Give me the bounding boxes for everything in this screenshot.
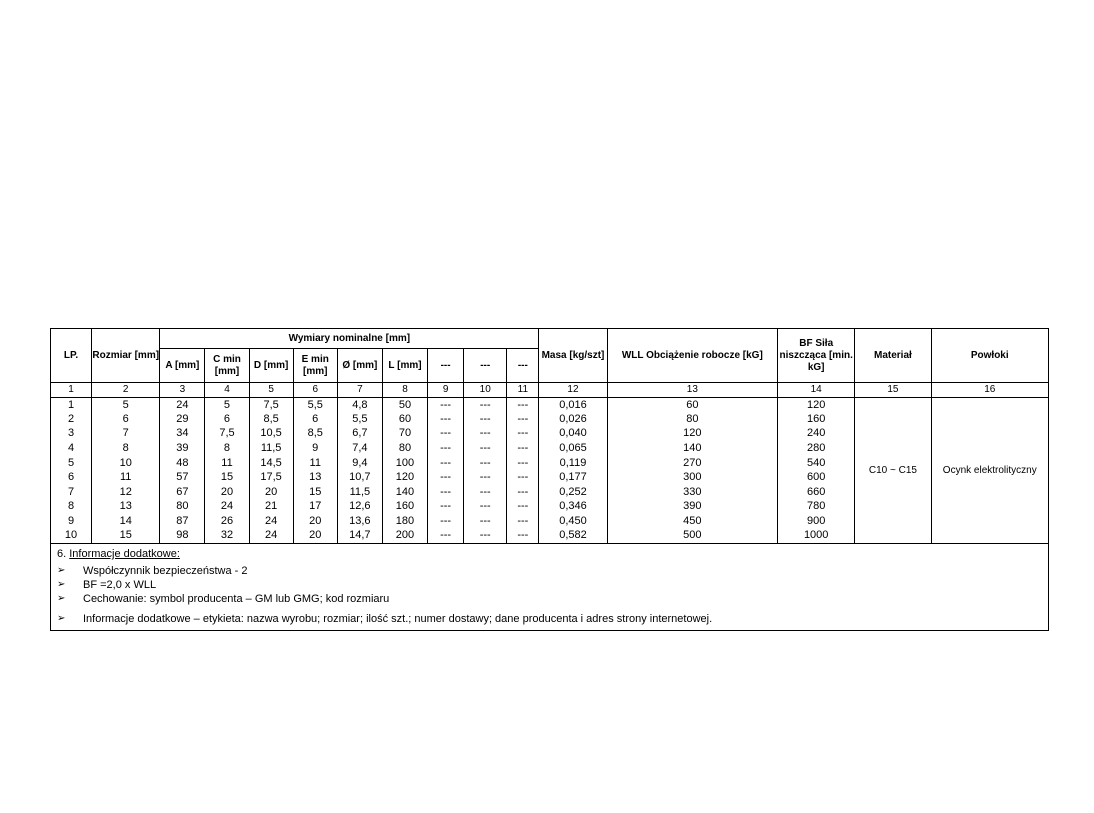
table-cell: 13 — [92, 500, 160, 515]
table-cell: 6,7 — [337, 427, 382, 442]
table-cell: 9 — [293, 441, 337, 456]
table-cell: 24 — [160, 398, 205, 413]
table-cell: 0,177 — [539, 470, 607, 485]
column-number-cell: 6 — [293, 383, 337, 398]
table-cell: 140 — [382, 485, 427, 500]
table-cell: 9 — [51, 514, 92, 529]
table-cell: 32 — [205, 529, 249, 544]
table-cell: 24 — [205, 500, 249, 515]
table-cell: 600 — [778, 470, 855, 485]
table-cell: 0,450 — [539, 514, 607, 529]
table-cell: 20 — [293, 529, 337, 544]
arrow-bullet-icon: ➢ — [57, 564, 66, 576]
table-cell: 21 — [249, 500, 293, 515]
table-cell: 180 — [382, 514, 427, 529]
table-cell: 48 — [160, 456, 205, 471]
table-cell: 24 — [249, 514, 293, 529]
table-cell: 11,5 — [249, 441, 293, 456]
column-number-row — [51, 383, 1049, 398]
column-number-cell: 10 — [464, 383, 507, 398]
table-cell: 15 — [293, 485, 337, 500]
table-cell: 540 — [778, 456, 855, 471]
table-cell: 330 — [607, 485, 778, 500]
table-cell: 13 — [293, 470, 337, 485]
table-cell: 14 — [92, 514, 160, 529]
table-cell: 7,4 — [337, 441, 382, 456]
table-cell: 6 — [51, 470, 92, 485]
column-number-cell: 9 — [428, 383, 464, 398]
info-list — [57, 564, 1048, 626]
column-number-cell: 8 — [382, 383, 427, 398]
additional-info — [50, 544, 1049, 631]
table-cell: 660 — [778, 485, 855, 500]
section-number: 6. — [57, 547, 67, 560]
table-cell: 98 — [160, 529, 205, 544]
table-cell: 8,5 — [293, 427, 337, 442]
table-cell: 80 — [607, 412, 778, 427]
table-cell: --- — [507, 529, 539, 544]
column-number-cell: 15 — [855, 383, 931, 398]
table-cell: --- — [428, 485, 464, 500]
table-cell: --- — [428, 529, 464, 544]
table-cell: 390 — [607, 500, 778, 515]
table-cell: 5,5 — [293, 398, 337, 413]
table-cell: --- — [507, 456, 539, 471]
table-cell: 60 — [607, 398, 778, 413]
table-cell: 2 — [51, 412, 92, 427]
list-item: ➢ BF =2,0 x WLL — [57, 578, 157, 591]
arrow-bullet-icon: ➢ — [57, 592, 66, 604]
table-cell: 3 — [51, 427, 92, 442]
table-cell: 5,5 — [337, 412, 382, 427]
table-cell: 11,5 — [337, 485, 382, 500]
table-cell: 120 — [382, 470, 427, 485]
table-cell: 5 — [51, 456, 92, 471]
header-dim-e-min: E min [mm] — [293, 349, 337, 383]
table-cell: 5 — [92, 398, 160, 413]
table-cell: 6 — [205, 412, 249, 427]
table-cell: 7,5 — [249, 398, 293, 413]
table-cell: 0,065 — [539, 441, 607, 456]
table-cell: --- — [507, 514, 539, 529]
table-cell: 15 — [205, 470, 249, 485]
header-dim-d: D [mm] — [249, 349, 293, 383]
column-number-cell: 3 — [160, 383, 205, 398]
header-size: Rozmiar [mm] — [92, 329, 160, 383]
table-cell: --- — [428, 456, 464, 471]
table-cell: --- — [464, 485, 507, 500]
spec-table-body — [51, 398, 1049, 544]
header-coating: Powłoki — [931, 329, 1048, 383]
table-cell: 20 — [205, 485, 249, 500]
header-dim-a: A [mm] — [160, 349, 205, 383]
table-cell: 12 — [92, 485, 160, 500]
table-cell: 14,5 — [249, 456, 293, 471]
table-cell: 34 — [160, 427, 205, 442]
table-cell: 10 — [51, 529, 92, 544]
table-cell: 4 — [51, 441, 92, 456]
table-cell: --- — [507, 500, 539, 515]
table-cell: 8 — [205, 441, 249, 456]
column-number-cell: 7 — [337, 383, 382, 398]
table-cell: 57 — [160, 470, 205, 485]
table-cell: --- — [507, 398, 539, 413]
table-cell: 7 — [92, 427, 160, 442]
table-cell: 10,5 — [249, 427, 293, 442]
table-cell: 0,026 — [539, 412, 607, 427]
table-cell: 11 — [293, 456, 337, 471]
column-number-cell: 11 — [507, 383, 539, 398]
table-cell: 60 — [382, 412, 427, 427]
table-cell: 7 — [51, 485, 92, 500]
table-cell: 270 — [607, 456, 778, 471]
table-cell: 14,7 — [337, 529, 382, 544]
table-cell: 280 — [778, 441, 855, 456]
header-material: Materiał — [855, 329, 931, 383]
table-cell: 6 — [293, 412, 337, 427]
table-cell: 10,7 — [337, 470, 382, 485]
table-cell: 87 — [160, 514, 205, 529]
table-cell: 10 — [92, 456, 160, 471]
arrow-bullet-icon: ➢ — [57, 612, 66, 624]
table-cell: 80 — [382, 441, 427, 456]
table-cell: --- — [428, 441, 464, 456]
list-item: ➢ Współczynnik bezpieczeństwa - 2 — [57, 564, 248, 577]
table-cell: 100 — [382, 456, 427, 471]
table-cell: --- — [507, 427, 539, 442]
table-cell: 160 — [778, 412, 855, 427]
table-cell: 20 — [293, 514, 337, 529]
header-lp: LP. — [51, 329, 92, 383]
table-cell: 1000 — [778, 529, 855, 544]
table-cell: 500 — [607, 529, 778, 544]
table-cell: 0,040 — [539, 427, 607, 442]
table-cell: 70 — [382, 427, 427, 442]
column-number-cell: 12 — [539, 383, 607, 398]
table-cell: 5 — [205, 398, 249, 413]
table-cell: --- — [507, 441, 539, 456]
arrow-bullet-icon: ➢ — [57, 578, 66, 590]
table-cell: 39 — [160, 441, 205, 456]
material-cell: C10 ~ C15 — [855, 398, 931, 544]
table-cell: --- — [464, 470, 507, 485]
table-cell: 450 — [607, 514, 778, 529]
column-number-cell: 13 — [607, 383, 778, 398]
table-cell: 20 — [249, 485, 293, 500]
table-cell: --- — [464, 427, 507, 442]
header-dim-empty-2: --- — [464, 349, 507, 383]
list-item: ➢ Informacje dodatkowe – etykieta: nazwa wyrobu; rozmiar; ilość szt.; numer dostawy; dane producenta i adres strony internetowej. — [57, 612, 713, 625]
table-cell: 0,582 — [539, 529, 607, 544]
table-cell: 50 — [382, 398, 427, 413]
table-cell: 9,4 — [337, 456, 382, 471]
header-dim-diameter: Ø [mm] — [337, 349, 382, 383]
header-dim-empty-1: --- — [428, 349, 464, 383]
table-cell: --- — [464, 529, 507, 544]
table-cell: --- — [464, 441, 507, 456]
table-cell: 0,346 — [539, 500, 607, 515]
table-cell: 17,5 — [249, 470, 293, 485]
table-cell: --- — [464, 398, 507, 413]
table-cell: 11 — [92, 470, 160, 485]
list-item: ➢ Cechowanie: symbol producenta – GM lub GMG; kod rozmiaru — [57, 592, 390, 605]
header-dim-l: L [mm] — [382, 349, 427, 383]
table-cell: --- — [428, 500, 464, 515]
header-dim-c-min: C min [mm] — [205, 349, 249, 383]
table-cell: 8,5 — [249, 412, 293, 427]
table-cell: 140 — [607, 441, 778, 456]
table-cell: 1 — [51, 398, 92, 413]
section-title: Informacje dodatkowe: — [69, 547, 180, 560]
specification-document — [50, 328, 1049, 631]
table-cell: 6 — [92, 412, 160, 427]
table-cell: 0,016 — [539, 398, 607, 413]
column-number-cell: 4 — [205, 383, 249, 398]
header-dim-empty-3: --- — [507, 349, 539, 383]
column-number-cell: 2 — [92, 383, 160, 398]
table-cell: 29 — [160, 412, 205, 427]
table-cell: 17 — [293, 500, 337, 515]
table-cell: 67 — [160, 485, 205, 500]
table-cell: --- — [507, 485, 539, 500]
table-cell: --- — [428, 398, 464, 413]
header-breaking-force: BF Siła niszcząca [min. kG] — [778, 329, 855, 383]
table-cell: --- — [507, 470, 539, 485]
table-cell: 120 — [778, 398, 855, 413]
table-cell: 7,5 — [205, 427, 249, 442]
table-cell: 8 — [51, 500, 92, 515]
table-cell: --- — [464, 412, 507, 427]
table-row — [51, 398, 1049, 413]
table-cell: 26 — [205, 514, 249, 529]
table-cell: 200 — [382, 529, 427, 544]
table-cell: --- — [464, 514, 507, 529]
column-number-cell: 5 — [249, 383, 293, 398]
column-number-cell: 14 — [778, 383, 855, 398]
table-cell: 8 — [92, 441, 160, 456]
header-mass: Masa [kg/szt] — [539, 329, 607, 383]
table-cell: 900 — [778, 514, 855, 529]
additional-info-heading — [57, 547, 1048, 561]
table-cell: --- — [428, 427, 464, 442]
table-cell: 120 — [607, 427, 778, 442]
table-cell: 80 — [160, 500, 205, 515]
table-cell: 160 — [382, 500, 427, 515]
table-cell: 13,6 — [337, 514, 382, 529]
table-cell: 300 — [607, 470, 778, 485]
table-cell: 0,252 — [539, 485, 607, 500]
table-cell: 240 — [778, 427, 855, 442]
column-number-cell: 16 — [931, 383, 1048, 398]
table-cell: --- — [428, 470, 464, 485]
table-cell: 4,8 — [337, 398, 382, 413]
spec-table — [50, 328, 1049, 544]
table-cell: --- — [507, 412, 539, 427]
header-wll: WLL Obciążenie robocze [kG] — [607, 329, 778, 383]
header-nominal-dimensions: Wymiary nominalne [mm] — [160, 329, 539, 349]
table-cell: --- — [464, 456, 507, 471]
table-cell: 11 — [205, 456, 249, 471]
table-cell: --- — [428, 514, 464, 529]
coating-cell: Ocynk elektrolityczny — [931, 398, 1048, 544]
table-cell: 0,119 — [539, 456, 607, 471]
table-cell: 12,6 — [337, 500, 382, 515]
table-cell: 780 — [778, 500, 855, 515]
column-number-cell: 1 — [51, 383, 92, 398]
table-cell: --- — [464, 500, 507, 515]
table-cell: --- — [428, 412, 464, 427]
table-cell: 24 — [249, 529, 293, 544]
table-cell: 15 — [92, 529, 160, 544]
